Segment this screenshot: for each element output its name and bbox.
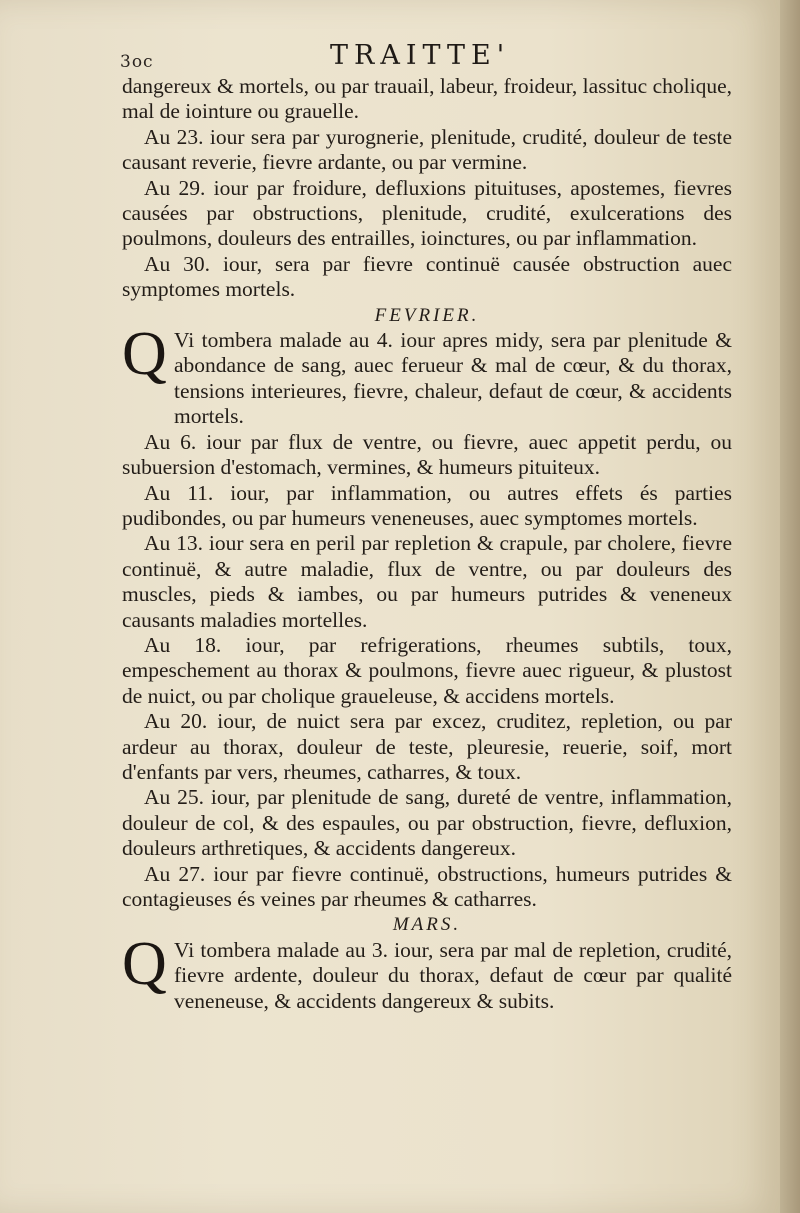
drop-cap: Q: [122, 320, 167, 389]
page-number: 3oc: [120, 52, 154, 72]
paragraph: Au 27. iour par fievre continuë, obstructions, humeurs putrides & contagieuses és veines par rheumes & catharres.: [122, 861, 732, 911]
section-heading-mars: MARS.: [392, 914, 462, 936]
opening-text: Vi tombera malade au 4. iour apres midy, sera par plenitude & abondance de sang, auec ferueur & mal de cœur, & du thorax, tensions interieures, fievre, chaleur, defaut de cœur, & accidents mortels.: [174, 328, 732, 429]
paragraph: Au 6. iour par flux de ventre, ou fievre, auec appetit perdu, ou subuersion d'estomach, vermines, & humeurs pituiteux.: [122, 429, 732, 480]
paragraph: Au 11. iour, par inflammation, ou autres effets és parties pudibondes, ou par humeurs veneneuses, auec symptomes mortels.: [122, 480, 732, 530]
drop-cap: Q: [122, 929, 167, 998]
running-head: TRAITTE': [330, 40, 511, 71]
body-text: [122, 74, 732, 1014]
paragraph: Au 18. iour, par refrigerations, rheumes subtils, toux, empeschement au thorax & poulmons, fievre auec rigueur, & plustost de nuict, ou par cholique graueleuse, & accidens mortels.: [122, 632, 732, 708]
paragraph: Au 29. iour par froidure, defluxions pituituses, apostemes, fievres causées par obstructions, plenitude, crudité, exulcerations des poulmons, douleurs des entrailles, ioinctures, ou par inflammation.: [122, 175, 732, 251]
paragraph: dangereux & mortels, ou par trauail, labeur, froideur, lassituc cholique, mal de iointure ou grauelle.: [122, 74, 732, 124]
paragraph: Au 23. iour sera par yurognerie, plenitude, crudité, douleur de teste causant reverie, fievre ardante, ou par vermine.: [122, 124, 732, 175]
section-opening-fevrier: [122, 320, 732, 430]
paragraph: Au 25. iour, par plenitude de sang, dureté de ventre, inflammation, douleur de col, & des espaules, ou par obstruction, fievre, defluxion, douleurs arthretiques, & accidents dangereux.: [122, 785, 732, 861]
paragraph: Au 20. iour, de nuict sera par excez, cruditez, repletion, ou par ardeur au thorax, douleur de teste, pleuresie, reuerie, soif, mort d'enfants par vers, rheumes, catharres, & toux.: [122, 709, 732, 784]
section-heading-fevrier: FEVRIER.: [374, 304, 480, 326]
page-edge: [780, 0, 800, 1213]
paragraph: Au 30. iour, sera par fievre continuë causée obstruction auec symptomes mortels.: [122, 251, 732, 302]
opening-text: Vi tombera malade au 3. iour, sera par mal de repletion, crudité, fievre ardente, douleur du thorax, defaut de cœur par qualité veneneuse, & accidents dangereux & subits.: [174, 937, 732, 1013]
paragraph: Au 13. iour sera en peril par repletion & crapule, par cholere, fievre continuë, & autre maladie, flux de ventre, ou par douleurs des muscles, pieds & iambes, ou par humeurs putrides & veneneux causants maladies mortelles.: [122, 531, 732, 632]
section-opening-mars: [122, 929, 732, 1014]
